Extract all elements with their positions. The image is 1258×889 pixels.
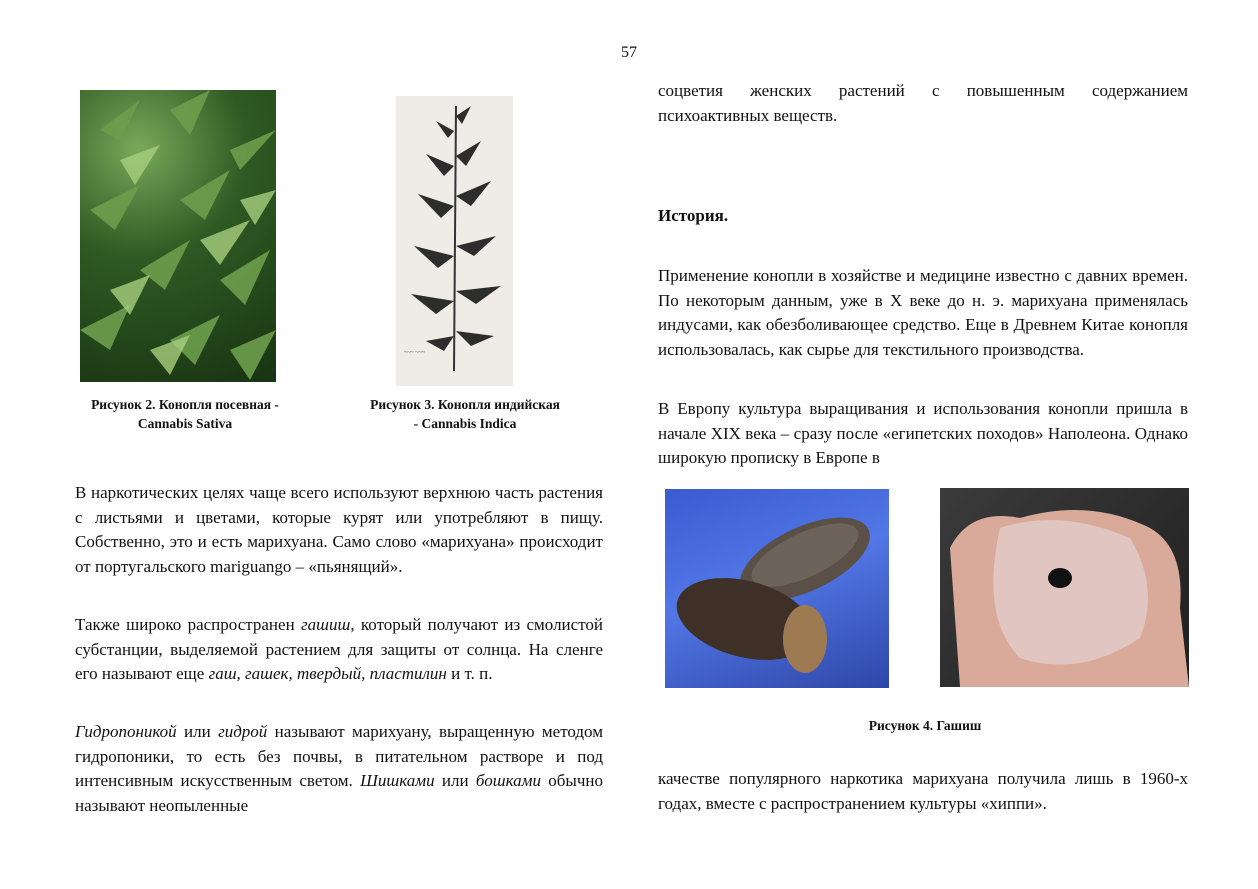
text-run: или [176,722,219,741]
figure-2-caption-line2: Cannabis Sativa [137,416,233,431]
text-run: , который получают из смолистой субстанции, выделяемой растением для защиты от солнца. На сленге его называют еще [75,615,604,683]
left-paragraph-3 [75,720,603,818]
left-paragraph-2 [75,613,603,687]
text-run: обычно называют неопыленные [75,771,603,815]
italic-term: гидрой [218,722,268,741]
italic-term: гаш, гашек, твердый, пластилин [208,664,447,683]
figure-2-caption [70,395,300,433]
text-run: называют марихуану, выращенную методом гидропоники, то есть без почвы, в питательном растворе и под интенсивным искусственным светом. [75,722,603,790]
italic-term: Гидропоникой [75,722,177,741]
italic-term: бошками [475,771,541,790]
right-paragraph-2: В Европу культура выращивания и использования конопли пришла в начале XIX века – сразу после «египетских походов» Наполеона. Однако широкую прописку в Европе в [658,399,1188,467]
text-run: Также широко распространен [75,615,302,634]
figure-4-caption: Рисунок 4. Гашиш [868,718,982,733]
figure-3-caption-line2: - Cannabis Indica [413,416,517,431]
svg-text:~~~ ~~~: ~~~ ~~~ [404,350,425,356]
text-run: и т. п. [446,664,493,683]
figure-3-caption [345,395,585,433]
page-number: 57 [621,44,637,61]
section-heading: История. [658,206,729,225]
figure-3-caption-line1: Рисунок 3. Конопля индийская [370,397,560,412]
cannabis-indica-engraving [396,96,513,386]
hashish-blocks-photo [665,489,889,688]
right-paragraph-3: качестве популярного наркотика марихуана получила лишь в 1960-х годах, вместе с распространением культуры «хиппи». [658,769,1188,813]
right-paragraph-0: соцветия женских растений с повышенным содержанием психоактивных веществ. [658,81,1188,125]
figure-2-caption-line1: Рисунок 2. Конопля посевная - [91,397,279,412]
italic-term: гашиш [301,615,351,634]
right-paragraph-1: Применение конопли в хозяйстве и медицине известно с давних времен. По некоторым данным, уже в X веке до н. э. марихуана применялась индусами, как обезболивающее средство. Еще в Древнем Китае конопля использовалась, как сырье для текстильного производства. [658,266,1188,359]
hashish-in-hand-photo [940,488,1189,687]
svg-text:~~~: ~~~ [481,334,491,340]
cannabis-sativa-photo [80,90,276,382]
italic-term: Шишками [360,771,435,790]
text-run: или [434,771,476,790]
left-paragraph-1: В наркотических целях чаще всего используют верхнюю часть растения с листьями и цветами, которые курят или употребляют в пищу. Собственно, это и есть марихуана. Само слово «марихуана» происходит от португальского mariguango – «пьянящий». [75,483,603,576]
